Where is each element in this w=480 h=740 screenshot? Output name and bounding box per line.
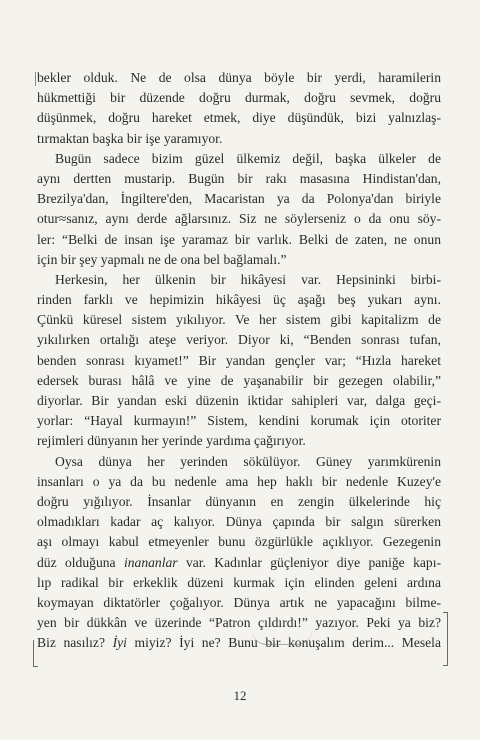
text-line: benden sonrası kıyamet!” Bir yandan gençler var; “Hızla hareket: [37, 352, 441, 368]
text-line: tırmaktan başka bir işe yaramıyor.: [37, 130, 223, 146]
text-line: Çünkü küresel sistem yıkılıyor. Ve her sistem gibi kapitalizm de: [37, 312, 441, 328]
text-line: doğru yığılıyor. İnsanlar dünyanın en zengin ülkelerinde hiç: [37, 493, 441, 509]
text-line: ler: “Belki de insan işe yaramaz bir varlık. Belki de zaten, ne onun: [37, 231, 441, 247]
text-line: Herkesin, her ülkenin bir hikâyesi var. Hepsininki birbi-: [55, 271, 441, 287]
pen-bracket-right: [443, 612, 448, 666]
text-line: Biz nasılız? İyi miyiz? İyi ne? Bunu bir konuşalım derim... Mesela: [37, 635, 441, 651]
pen-underline-mark: [252, 630, 312, 645]
text-line: otur≈sanız, aynı derde ağlarsınız. Siz ne söylerseniz o da onu söy-: [37, 211, 441, 227]
text-line: düşünmek, doğru hareket etmek, diye düşündük, bizi yalnızlaş-: [37, 110, 441, 126]
text-line: yıkılırken ortalığı ateşe veriyor. Diyor ki, “Benden sonrası tufan,: [37, 332, 441, 348]
text-line: insanları o ya da bu nedenle ama hep haklı bir nedenle Kuzey'e: [37, 473, 441, 489]
text-line: hükmettiği bir düzende doğru durmak, doğru sevmek, doğru: [37, 90, 441, 106]
text-line: diyorlar. Bir yandan eski düzenin iktidar sahipleri var, dalga geçi-: [37, 393, 441, 409]
body-text: [37, 68, 441, 653]
text-line: düz olduğuna inananlar var. Kadınlar güçleniyor diye paniğe kapı-: [37, 554, 441, 570]
text-line: yorlar: “Hayal kurmayın!” Sistem, kendini korumak için otoriter: [37, 413, 441, 429]
emphasized-word: inananlar: [123, 554, 178, 570]
text-line: lıp radikal bir erkeklik düzeni kurmak için elinden geleni ardına: [37, 574, 441, 590]
text-line: edersek burası hâlâ ve yine de yaşanabilir bir gezegen olabilir,”: [37, 372, 441, 388]
text-line: rejimleri dünyanın her yerinde yardıma çağırıyor.: [37, 433, 306, 449]
text-line: Oysa dünya her yerinden sökülüyor. Güney yarımkürenin: [55, 453, 441, 469]
text-line: olmadıkları kadar aç kalıyor. Dünya çapında bir salgın sürerken: [37, 514, 441, 530]
text-line: Brezilya'dan, İngiltere'den, Macaristan ya da Polonya'dan biriyle: [37, 191, 441, 207]
text-line: için bir şey yapmalı ne de ona bel bağlamalı.”: [37, 251, 287, 267]
text-line: aşı olmayı kabul etmeyenler bunu özgürlükle açıklıyor. Gezegenin: [37, 534, 441, 550]
emphasized-word: İyi: [112, 635, 127, 651]
text-line: bekler olduk. Ne de olsa dünya böyle bir yerdi, haramilerin: [37, 70, 441, 85]
pencil-margin-mark: [35, 72, 36, 86]
pen-bracket-left: [33, 640, 38, 667]
text-line: Bugün sadece bizim güzel ülkemiz değil, başka ülkeler de: [55, 150, 441, 166]
text-line: aynı dertten mustarip. Bugün bir rakı masasına Hindistan'dan,: [37, 170, 441, 186]
text-line: rinden farklı ve hepimizin hikâyesi üç aşağı beş yukarı aynı.: [37, 292, 441, 308]
text-line: yen bir dükkân ve üzerinde “Patron çıldırdı!” yazıyor. Peki ya biz?: [37, 615, 441, 631]
text-line: koymayan diktatörler çoğalıyor. Dünya artık ne yapacağını bilme-: [37, 594, 441, 610]
page-number: 12: [233, 688, 247, 703]
